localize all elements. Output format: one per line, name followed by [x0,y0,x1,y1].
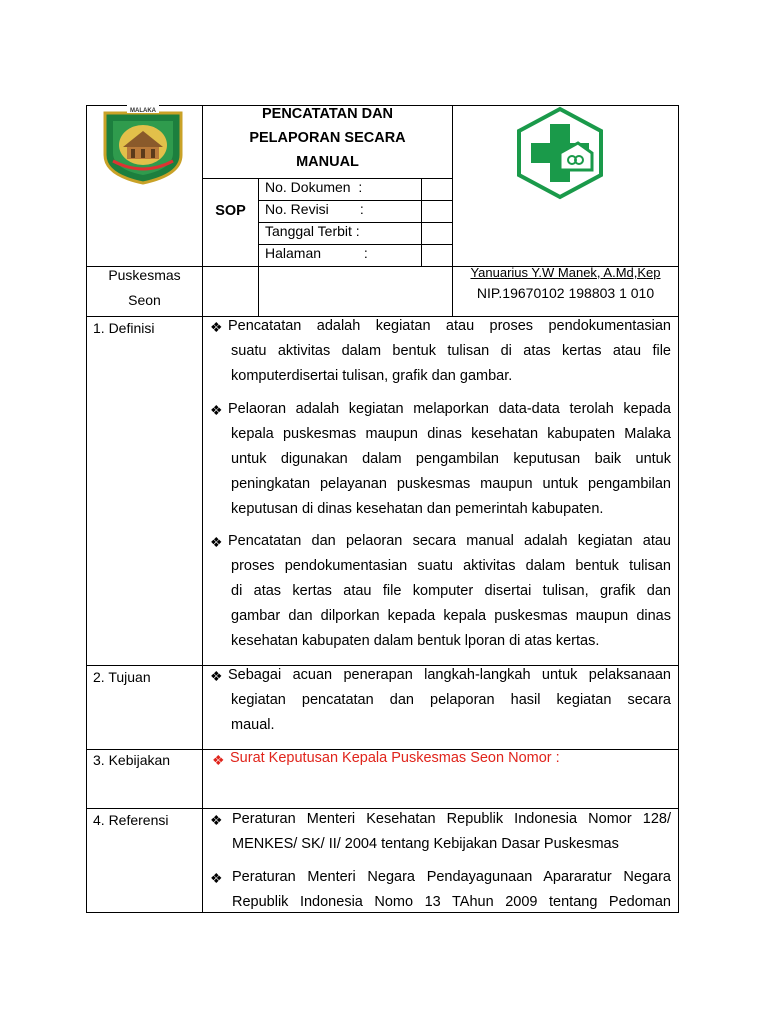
signatory-nip: NIP.19670102 198803 1 010 [476,285,655,301]
bullet-icon: ❖ [210,534,223,550]
bullet-icon: ❖ [210,668,223,684]
definisi-item-1 [228,314,671,339]
text-line: Surat Keputusan Kepala Puskesmas Seon Nomor : [230,750,560,766]
puskesmas-cross-icon [514,106,606,200]
text-line: Sebagai acuan penerapan langkah-langkah untuk pelaksanaan [228,667,671,683]
text-line: kepala puskesmas maupun dinas kesehatan kabupaten Malaka [231,426,671,442]
text-line: keputusan di dinas kesehatan dan pemerintah kabupaten. [231,501,604,517]
definisi-item-1-cont [231,339,671,389]
referensi-item-1 [232,807,671,857]
puskesmas-logo [514,106,606,200]
table-divider-sop [258,178,259,316]
text-line: maual. [231,717,275,733]
text-line: kesehatan kabupaten dalam bentuk lporan di atas kertas. [231,633,600,649]
text-line: Peraturan Menteri Negara Pendayagunaan Apararatur Negara [232,869,671,885]
title-line-2: PELAPORAN SECARA [249,130,406,146]
table-border-left [86,105,87,913]
text-line: MENKES/ SK/ II/ 2004 tentang Kebijakan Dasar Puskesmas [232,836,619,852]
regency-logo [99,105,187,185]
text-line: untuk digunakan dalam pengambilan keputusan baik untuk [231,451,671,467]
definisi-item-2 [228,397,671,422]
bullet-icon: ❖ [210,812,223,828]
definisi-item-2-cont [231,422,671,522]
text-line: proses pendokumentasian suatu aktivitas dalam bentuk tulisan [231,558,671,574]
organization-name [87,263,202,313]
doc-field-revisi: No. Revisi : [265,201,364,217]
doc-field-halaman: Halaman : [265,245,368,261]
text-line: kegiatan pencatatan dan pelaporan hasil kegiatan secara [231,692,671,708]
text-line: peningkatan pelayanan puskesmas maupun untuk pengambilan [231,476,671,492]
text-line: Republik Indonesia Nomo 13 TAhun 2009 tentang Pedoman [232,894,671,910]
kebijakan-item-1 [230,746,673,771]
referensi-item-2 [232,865,671,915]
tujuan-item-1 [228,663,671,688]
text-line: Pencatatan adalah kegiatan atau proses pendokumentasian [228,318,671,334]
text-line: suatu aktivitas dalam bentuk tulisan di atas kertas atau file [231,343,671,359]
section-label-definisi: 1. Definisi [93,320,155,336]
regency-crest-icon [99,105,187,185]
text-line: komputerdisertai tulisan, grafik dan gambar. [231,368,513,384]
bullet-icon: ❖ [210,870,223,886]
text-line: Peraturan Menteri Kesehatan Republik Indonesia Nomor 128/ [232,811,671,827]
table-border-right [678,105,679,913]
table-divider-col1 [202,105,203,913]
org-line-2: Seon [128,292,161,308]
sop-label: SOP [215,203,246,219]
bullet-icon: ❖ [210,402,223,418]
bullet-icon: ❖ [210,319,223,335]
section-label-kebijakan: 3. Kebijakan [93,752,171,768]
bullet-icon: ❖ [212,752,225,768]
definisi-item-3-cont [231,554,671,654]
text-line: Pencatatan dan pelaoran secara manual adalah kegiatan atau [228,533,671,549]
section-label-tujuan: 2. Tujuan [93,669,151,685]
section-label-referensi: 4. Referensi [93,812,169,828]
title-line-3: MANUAL [296,154,359,170]
logo-text: MALAKA [130,108,156,114]
doc-field-nomor: No. Dokumen : [265,179,363,195]
text-line: di atas kertas atau file komputer disertai tulisan, grafik dan [231,583,671,599]
text-line: Pelaoran adalah kegiatan melaporkan data-data terolah kepada [228,401,671,417]
title-line-1: PENCATATAN DAN [261,106,394,122]
definisi-item-3 [228,529,671,554]
document-title [203,102,452,174]
org-line-1: Puskesmas [108,267,181,283]
tujuan-item-1-cont [231,688,671,738]
text-line: gambar dan dilporkan kepada kepala puskesmas maupun dinas [231,608,671,624]
signatory-name: Yanuarius Y.W Manek, A.Md,Kep [470,265,661,280]
doc-field-tanggal: Tanggal Terbit : [265,223,360,239]
